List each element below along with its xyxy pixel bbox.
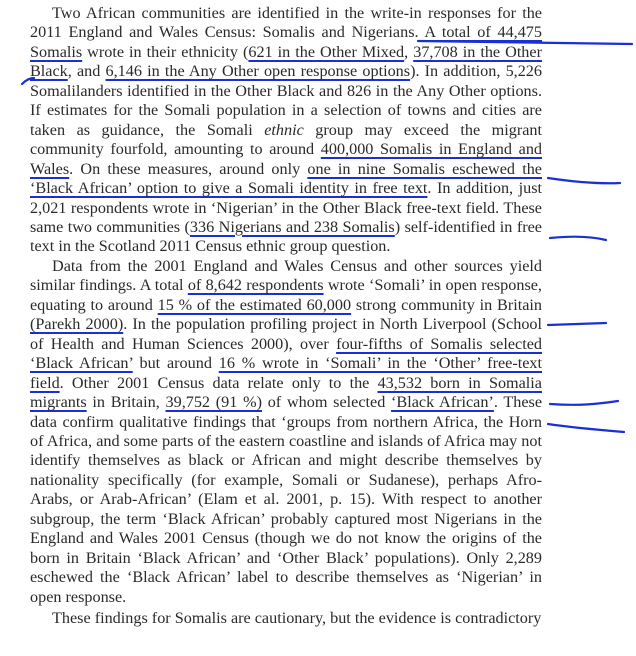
text-run: Data from the 2001 England and Wales Census and other sources yield similar findings. A total xyxy=(30,256,542,295)
text-run: but around xyxy=(132,354,219,373)
italic-term: ethnic xyxy=(264,120,304,139)
highlighted-phrase: ‘Black African’ xyxy=(391,393,494,412)
highlighted-phrase: of 8,642 respondents xyxy=(187,276,324,295)
text-run: in Britain, xyxy=(86,393,166,412)
text-run: , and xyxy=(67,62,106,81)
highlighted-phrase: 621 in the Other Mixed xyxy=(248,42,405,61)
text-run: of whom selected xyxy=(261,393,392,412)
body-paragraph xyxy=(30,4,542,257)
pen-stroke-margin-right xyxy=(550,401,618,405)
text-run: . Other 2001 Census data relate only to the xyxy=(59,373,378,392)
text-run: wrote ‘Somali’ in open response, equating to around xyxy=(30,276,542,314)
pen-stroke-margin-right xyxy=(548,424,624,432)
text-run: . These data confirm qualitative findings that ‘groups from northern Africa, the Horn of Africa, and some parts of the eastern coastline and islands of Africa may not identify themselves as black or African and might describe themselves by nationality specifically (for example, Somali or Sudanese), perhaps Afro-Arabs, or Arab-African’ (Elam et al. 2001, p. 15). With respect to another subgroup, the term ‘Black African’ probably captured most Nigerians in the England and Wales 2001 Census (though we do not know the origins of the born in Britain ‘Black African’ and ‘Other Black’ populations). Only 2,289 eschewed the ‘Black African’ label to describe themselves as ‘Nigerian’ in open response. xyxy=(30,393,543,606)
text-run: wrote in their ethnicity ( xyxy=(82,42,249,61)
text-run: . In addition, just 2,021 respondents wrote in ‘Nigerian’ in the Other Black free-text field. These same two communities ( xyxy=(30,179,542,236)
highlighted-phrase: 39,752 (91 %) xyxy=(165,393,262,412)
cut-off-paragraph: These findings for Somalis are cautionary, but the evidence is contradictory xyxy=(52,609,542,628)
highlighted-phrase: 43,532 born in Somalia migrants xyxy=(30,373,542,412)
highlighted-phrase: 15 % of the estimated 60,000 xyxy=(157,295,352,314)
text-run: . In the population profiling project in North Liverpool (School of Health and Human Sciences 2000), over xyxy=(30,315,543,353)
document-page xyxy=(30,4,543,628)
text-run: Two African communities are identified in the write-in responses for the 2011 England and Wales Census: Somalis and Nigerians. xyxy=(30,4,542,42)
text-run: strong community in Britain xyxy=(351,295,543,314)
text-run: group may exceed the migrant community fourfold, amounting to around xyxy=(30,120,542,159)
pen-stroke-margin-right xyxy=(548,323,606,325)
text-run: ) self-identified in free text in the Scotland 2011 Census ethnic group question. xyxy=(30,217,542,256)
highlighted-phrase: 336 Nigerians and 238 Somalis xyxy=(189,217,395,236)
highlighted-phrase: (Parekh 2000) xyxy=(30,315,124,334)
pen-stroke-margin-right xyxy=(548,178,620,183)
highlighted-phrase: 37,708 in the Other Black xyxy=(30,42,542,81)
highlighted-phrase: one in nine Somalis eschewed the ‘Black African’ option to give a Somali identity in free text xyxy=(30,159,542,198)
highlighted-phrase: 16 % wrote in ‘Somali’ in the ‘Other’ free-text field xyxy=(30,354,542,392)
body-paragraph xyxy=(30,257,542,607)
highlighted-phrase: 6,146 in the Any Other open response options xyxy=(105,62,411,81)
pen-stroke-margin-right xyxy=(550,237,606,240)
text-run: , xyxy=(404,42,414,61)
highlighted-phrase: four-fifths of Somalis selected ‘Black African’ xyxy=(30,334,543,373)
text-run: ). In addition, 5,226 Somalilanders identified in the Other Black and 826 in the Any Other options. If estimates for the Somali population in a selection of towns and cities are taken as guidance, the Somali xyxy=(30,62,542,139)
highlighted-phrase: A total of 44,475 Somalis xyxy=(30,23,542,61)
highlighted-phrase: 400,000 Somalis in England and Wales xyxy=(30,140,543,178)
text-run: . On these measures, around only xyxy=(69,159,308,178)
